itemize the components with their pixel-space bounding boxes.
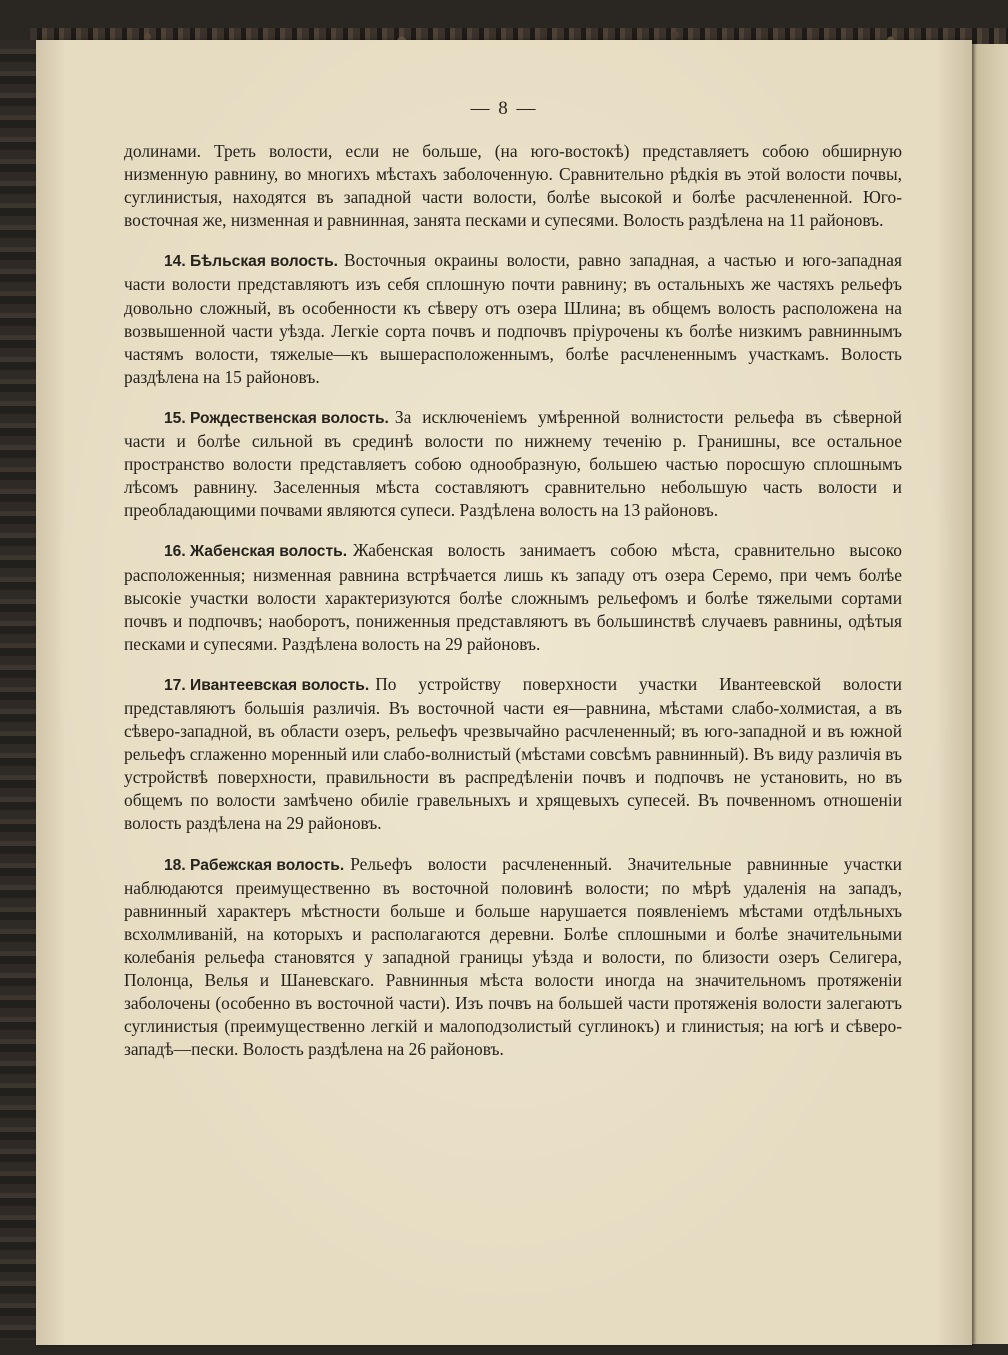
paragraph-text: Рельефъ волости расчлененный. Значительные равнинные участки наблюдаются преимущественно въ восточной половинѣ волости; по мѣрѣ удаленія на западъ, равнинный характеръ мѣстности больше и больше нарушается появленіемъ мѣстами отдѣльныхъ всхолмливаній, на которыхъ и располагаются деревни. Болѣе сплошными и болѣе значительными колебанія рельефа становятся у западной границы уѣзда и волости, по близости озеръ Селигера, Полонца, Велья и Шаневскаго. Равнинныя мѣста волости иногда на значительномъ протяженіи заболочены (особенно въ восточной части). Изъ почвъ на большей части протяженія волости залегаютъ суглинистыя (преимущественно легкій и малоподзолистый суглинокъ) и глинистыя; на югѣ и сѣверо-западѣ—пески. Волость раздѣлена на 26 районовъ. xyxy=(124,853,902,1060)
paragraph-text: По устройству поверхности участки Ивантеевской волости представляютъ большія различія. Въ восточной части ея—равнина, мѣстами слабо-холмистая, а въ сѣверо-западной, въ области озеръ, рельефъ чрезвычайно расчлененный; въ юго-западной и въ южной рельефъ сглаженно моренный или слабо-волнистый (мѣстами совсѣмъ равнинный). Въ виду различія въ устройствѣ поверхности, правильности въ распредѣленіи почвъ и подпочвъ не установить, но въ общемъ по волости замѣчено обиліе гравельныхъ и хрящевыхъ супесей. Въ почвенномъ отношеніи волость раздѣлена на 29 районовъ. xyxy=(124,673,902,834)
paragraph-belskaya xyxy=(124,249,902,389)
paragraph-ivanteevskaya xyxy=(124,673,902,836)
book-spine xyxy=(0,40,40,1340)
section-heading: 16. Жабенская волость. xyxy=(164,543,348,561)
next-page-edge xyxy=(970,44,1008,1344)
paragraph-text: За исключеніемъ умѣренной волнистости рельефа въ сѣверной части и болѣе сильной въ срединѣ волости по нижнему теченію р. Гранишны, все остальное пространство волости представляетъ собою однообразную, большею частью поросшую сплошнымъ лѣсомъ равнину. Заселенныя мѣста составляютъ сравнительно небольшую часть волости и преобладающими почвами являются супеси. Раздѣлена волость на 13 районовъ. xyxy=(124,406,902,521)
paragraph-continued xyxy=(124,140,902,232)
section-heading: 17. Ивантеевская волость. xyxy=(164,676,370,694)
paragraph-text: Восточныя окраины волости, равно западная, а частью и юго-западная части волости представляютъ изъ себя сплошную почти равнину; въ остальныхъ же частяхъ рельефъ довольно сложный, въ особенности къ сѣверу отъ озера Шлина; въ общемъ волость расположена на возвышенной части уѣзда. Легкіе сорта почвъ и подпочвъ пріурочены къ болѣе низкимъ равниннымъ частямъ волости, тяжелые—къ вышерасположеннымъ, болѣе расчлененнымъ участкамъ. Волость раздѣлена на 15 районовъ. xyxy=(124,250,902,387)
page-number: — 8 — xyxy=(470,98,538,119)
paragraph-text: Жабенская волость занимаетъ собою мѣста, сравнительно высоко расположенныя; низменная равнина встрѣчается лишь къ западу отъ озера Серемо, при чемъ болѣе высокіе участки волости характеризуются болѣе сложнымъ рельефомъ и болѣе тяжелыми сортами почвъ и подпочвъ; наоборотъ, пониженныя представляютъ въ большинствѣ случаевъ равнины, одѣтыя песками и супесями. Раздѣлена волость на 29 районовъ. xyxy=(124,540,902,654)
section-heading: 18. Рабежская волость. xyxy=(164,856,345,874)
section-heading: 15. Рождественская волость. xyxy=(164,409,389,427)
paragraph-rabezhskaya xyxy=(124,853,902,1062)
section-heading: 14. Бѣльская волость. xyxy=(164,253,339,271)
page-text xyxy=(124,140,902,1078)
paragraph-rozhdestvenskaya xyxy=(124,406,902,522)
paragraph-zhabenskaya xyxy=(124,539,902,655)
paragraph-text: долинами. Треть волости, если не больше, (на юго-востокѣ) представляетъ собою обширную низменную равнину, во многихъ мѣстахъ заболоченную. Сравнительно рѣдкія въ этой волости почвы, суглинистыя, находятся въ западной части волости, болѣе высокой и болѣе расчлененной. Юго-восточная же, низменная и равнинная, занята песками и супесями. Волость раздѣлена на 11 районовъ. xyxy=(124,141,902,231)
